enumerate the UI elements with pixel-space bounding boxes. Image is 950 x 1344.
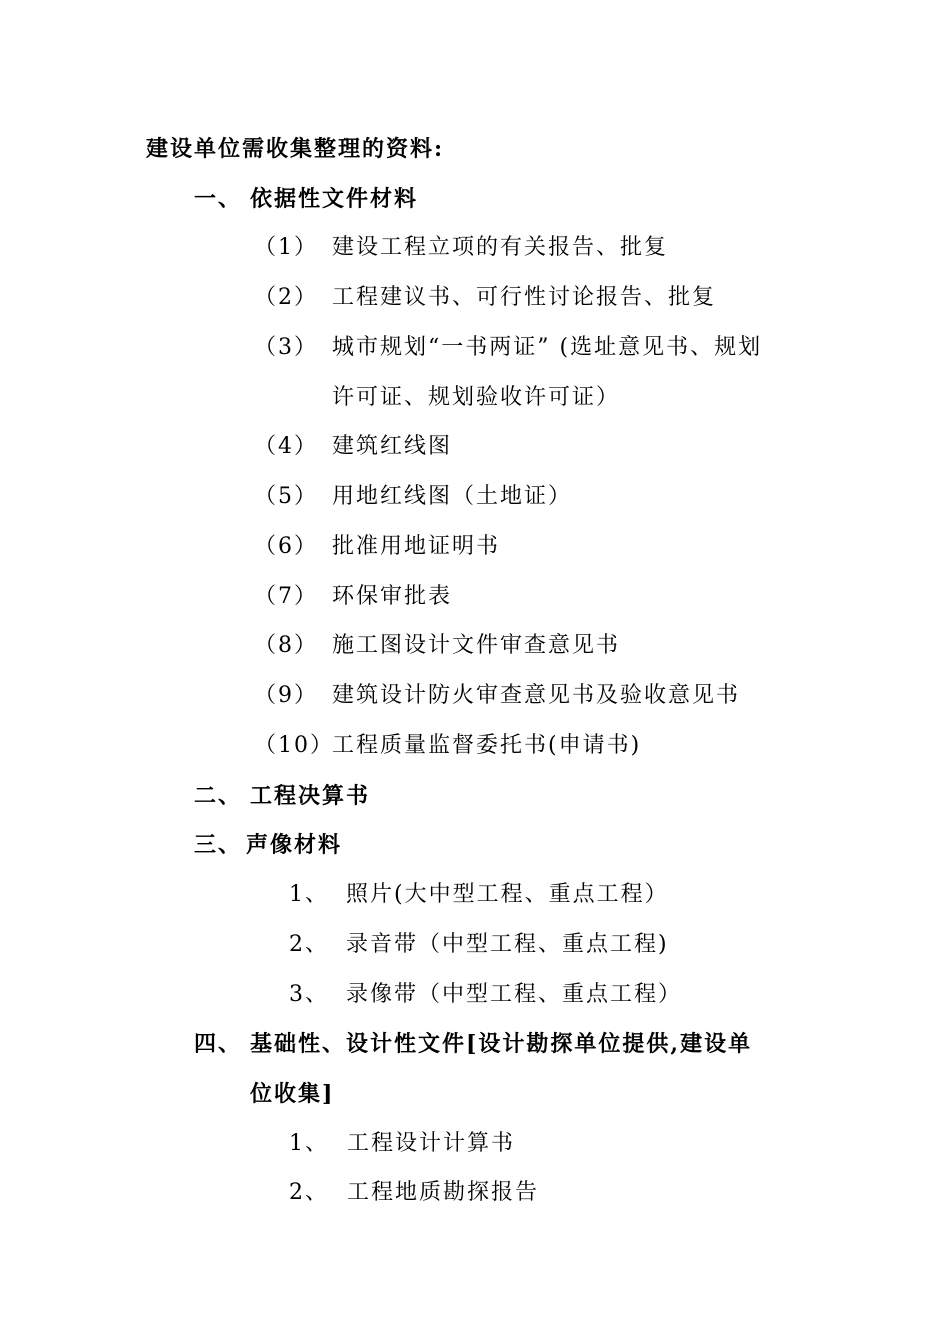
section-title: 工程决算书 xyxy=(250,783,371,809)
section-number: 二、 xyxy=(194,783,243,809)
list-item xyxy=(254,333,762,363)
item-number: （5） xyxy=(254,484,318,509)
item-text: 城市规划“一书两证” (选址意见书、规划 xyxy=(332,335,763,360)
section-title: 基础性、设计性文件[设计勘探单位提供,建设单 xyxy=(250,1031,753,1057)
item-number: 2、 xyxy=(289,1180,329,1205)
list-item xyxy=(254,482,572,512)
item-text: 录音带（中型工程、重点工程) xyxy=(346,932,669,957)
list-item xyxy=(289,880,669,910)
item-text: 工程地质勘探报告 xyxy=(347,1180,540,1205)
section-2-heading xyxy=(194,781,370,811)
item-text: 用地红线图（土地证） xyxy=(332,484,573,509)
item-text: 许可证、规划验收许可证） xyxy=(332,385,621,410)
section-3-heading xyxy=(194,830,342,860)
section-number: 三、 xyxy=(194,832,243,858)
section-1-heading xyxy=(194,184,418,214)
item-number: （2） xyxy=(254,285,318,310)
list-item xyxy=(254,681,740,711)
item-number: （1） xyxy=(254,235,318,260)
section-number: 四、 xyxy=(194,1031,243,1057)
item-text: 工程质量监督委托书(申请书) xyxy=(332,733,642,758)
item-number: （3） xyxy=(254,335,318,360)
list-item xyxy=(289,1178,539,1208)
item-number: （9） xyxy=(254,683,318,708)
item-number: 1、 xyxy=(289,882,329,907)
list-item xyxy=(254,631,620,661)
item-text: 建设工程立项的有关报告、批复 xyxy=(332,235,669,260)
section-4-heading-continuation xyxy=(250,1079,334,1109)
item-text: 工程设计计算书 xyxy=(347,1131,516,1156)
section-title: 声像材料 xyxy=(246,832,343,858)
list-item xyxy=(254,432,452,462)
item-text: 建筑红线图 xyxy=(332,434,453,459)
list-item xyxy=(254,532,500,562)
item-number: 2、 xyxy=(289,932,329,957)
item-number: （10） xyxy=(254,733,334,758)
item-text: 照片(大中型工程、重点工程） xyxy=(346,882,669,907)
section-title: 依据性文件材料 xyxy=(250,186,419,212)
section-number: 一、 xyxy=(194,186,243,212)
item-number: （7） xyxy=(254,584,318,609)
item-text: 建筑设计防火审查意见书及验收意见书 xyxy=(332,683,741,708)
list-item xyxy=(289,980,682,1010)
list-item xyxy=(254,283,716,313)
section-4-heading xyxy=(194,1029,752,1059)
item-number: （8） xyxy=(254,633,318,658)
item-number: 1、 xyxy=(289,1131,329,1156)
item-text: 批准用地证明书 xyxy=(332,534,501,559)
item-number: （6） xyxy=(254,534,318,559)
list-item xyxy=(254,233,668,263)
item-text: 施工图设计文件审查意见书 xyxy=(332,633,621,658)
item-number: （4） xyxy=(254,434,318,459)
list-item xyxy=(289,1129,515,1159)
item-text: 环保审批表 xyxy=(332,584,453,609)
item-text: 录像带（中型工程、重点工程） xyxy=(346,982,683,1007)
list-item-continuation xyxy=(254,383,620,413)
section-title-continuation: 位收集] xyxy=(250,1081,335,1107)
item-text: 工程建议书、可行性讨论报告、批复 xyxy=(332,285,717,310)
list-item xyxy=(254,731,641,761)
item-number: 3、 xyxy=(289,982,329,1007)
document-heading: 建设单位需收集整理的资料: xyxy=(146,136,445,162)
list-item xyxy=(289,930,669,960)
list-item xyxy=(254,582,452,612)
